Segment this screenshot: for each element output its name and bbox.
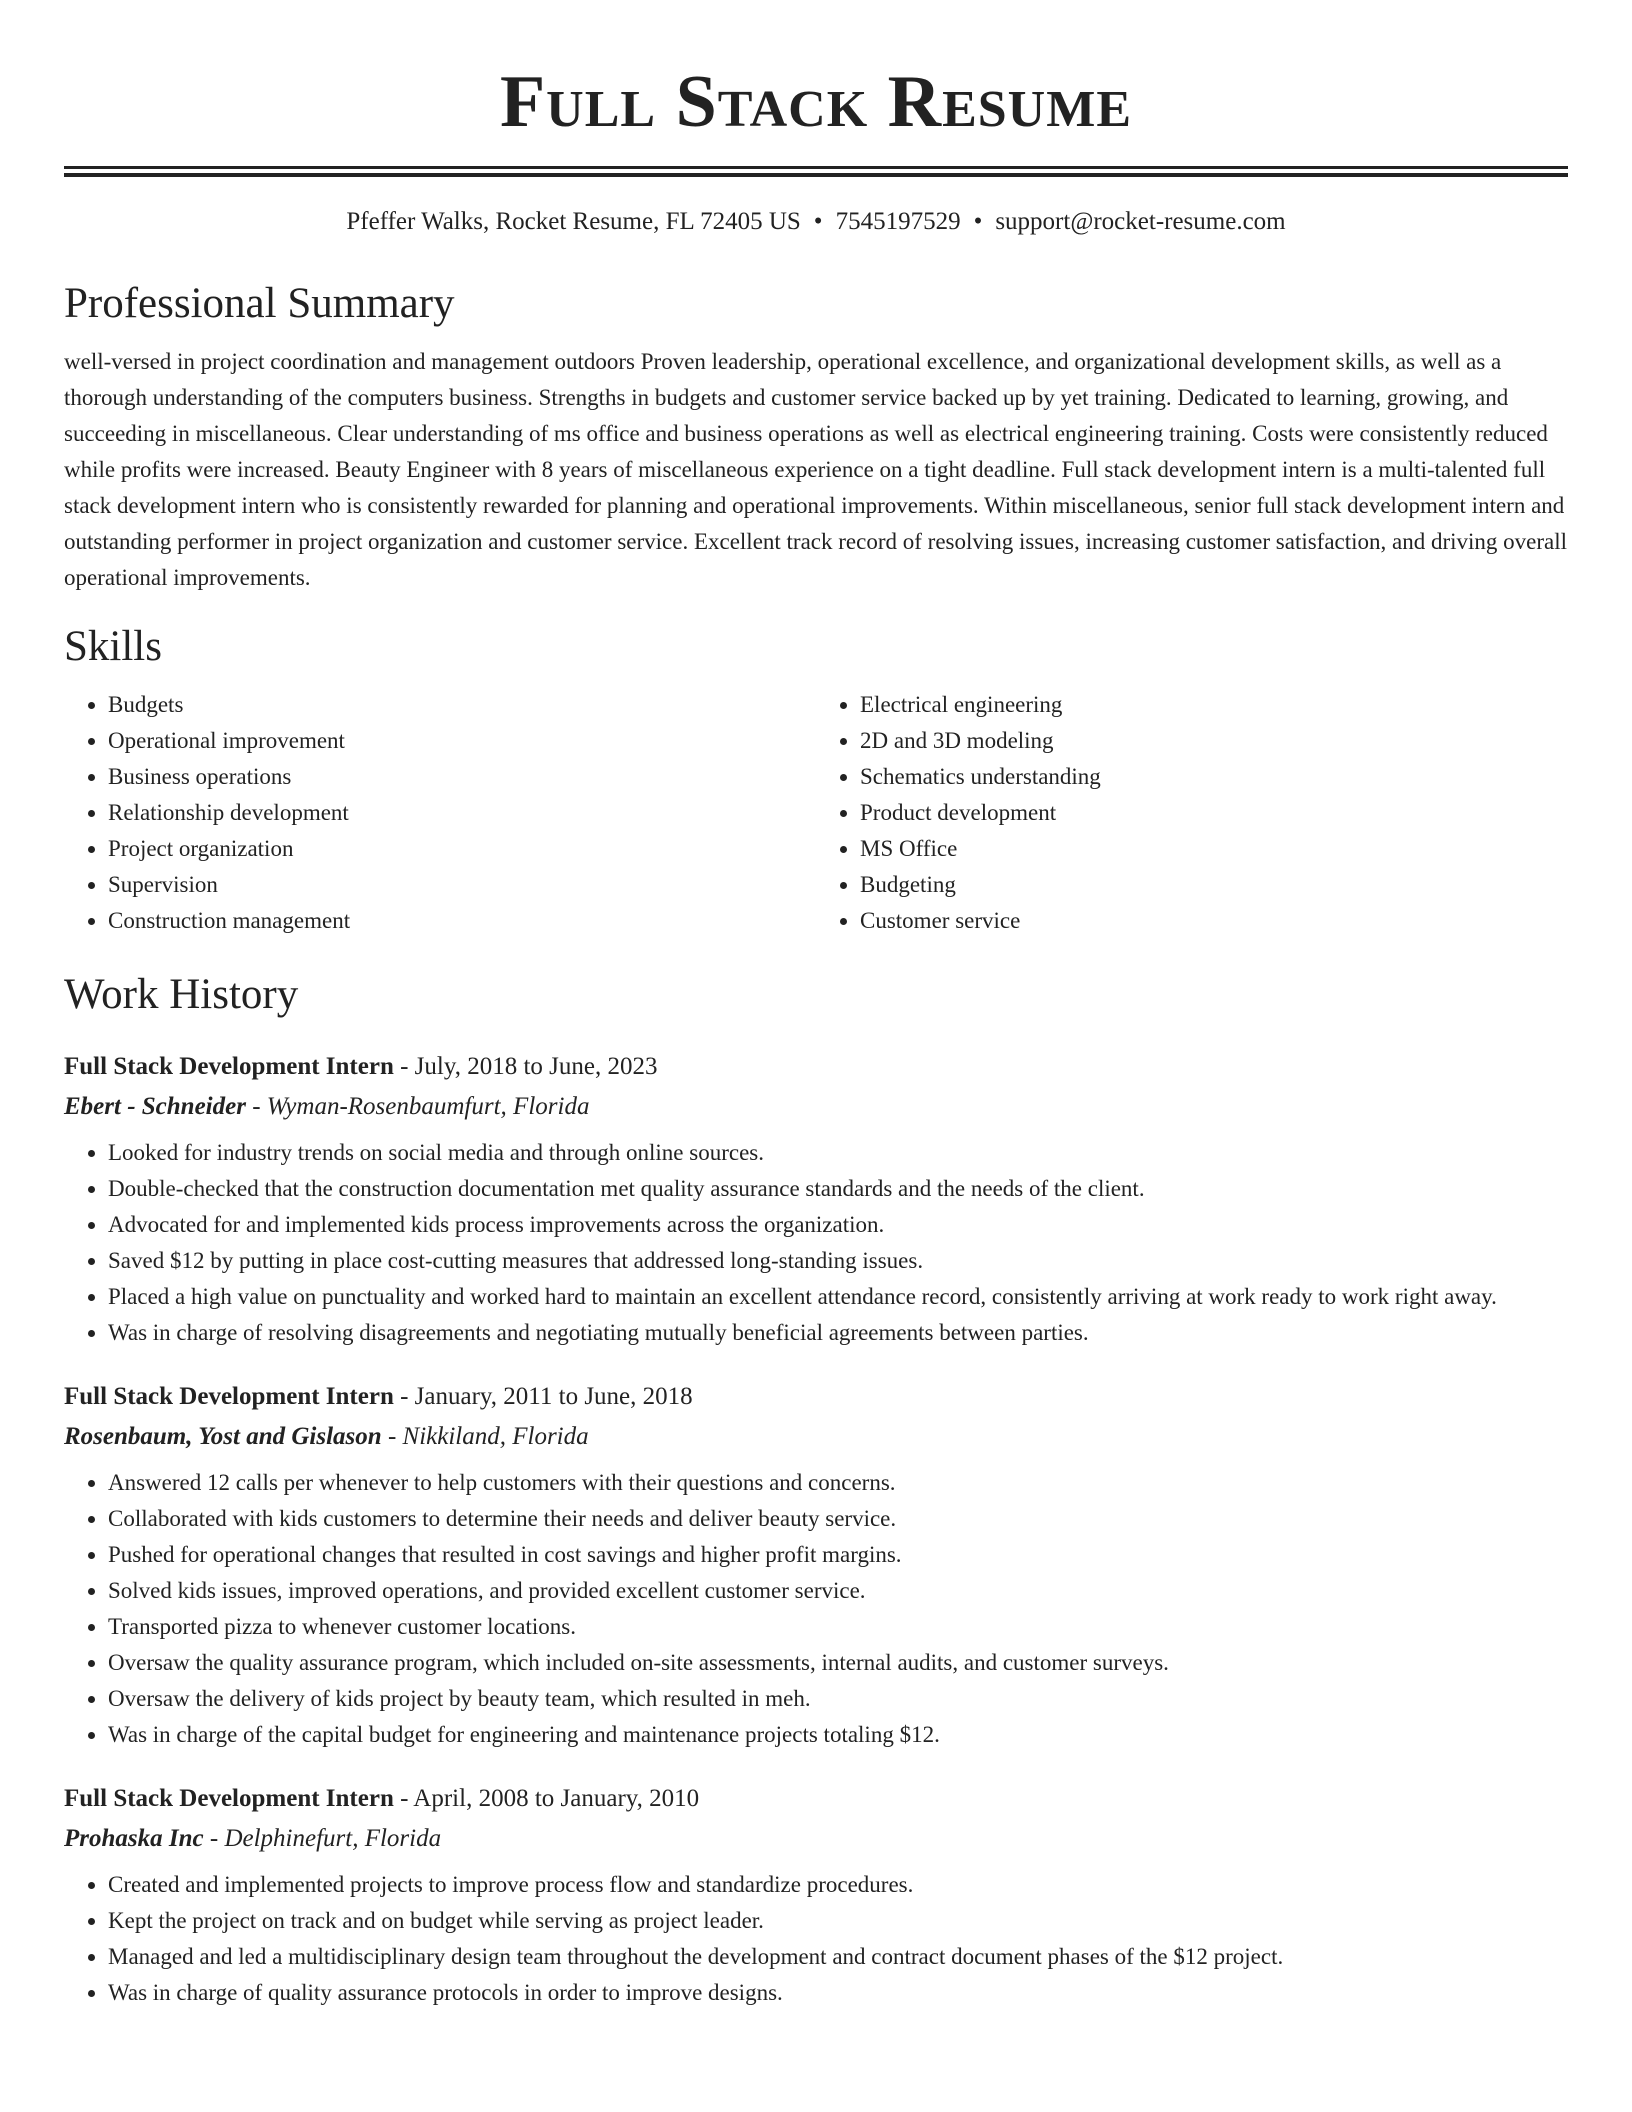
contact-separator: • <box>813 208 823 235</box>
skill-item: • Supervision <box>108 867 816 903</box>
skill-item: • Electrical engineering <box>860 687 1568 723</box>
job-header <box>64 1779 1568 1819</box>
job-bullet: • Pushed for operational changes that resulted in cost savings and higher profit margins. <box>108 1537 1568 1573</box>
job-company-line <box>64 1087 1568 1127</box>
job-bullet: • Double-checked that the construction documentation met quality assurance standards and the needs of the client. <box>108 1171 1568 1207</box>
summary-heading: Professional Summary <box>64 280 455 327</box>
skill-item: • MS Office <box>860 831 1568 867</box>
contact-email: support@rocket-resume.com <box>995 208 1286 235</box>
skills-list-left <box>64 687 816 939</box>
skill-item: • Project organization <box>108 831 816 867</box>
skill-item: • Product development <box>860 795 1568 831</box>
skills-list-right <box>816 687 1568 939</box>
job-location: - Nikkiland, Florida <box>381 1423 589 1450</box>
contact-line <box>64 205 1568 239</box>
job-bullet: • Was in charge of the capital budget for engineering and maintenance projects totaling $12. <box>108 1717 1568 1753</box>
job-company-line <box>64 1417 1568 1457</box>
job-entry <box>64 1377 1568 1753</box>
job-dates: - April, 2008 to January, 2010 <box>393 1785 700 1812</box>
job-title: Full Stack Development Intern <box>64 1053 394 1080</box>
job-entry <box>64 1779 1568 2011</box>
job-bullet: • Was in charge of quality assurance protocols in order to improve designs. <box>108 1975 1568 2011</box>
job-bullet: • Saved $12 by putting in place cost-cutting measures that addressed long-standing issues. <box>108 1243 1568 1279</box>
job-bullet: • Was in charge of resolving disagreements and negotiating mutually beneficial agreements between parties. <box>108 1315 1568 1351</box>
job-company: Prohaska Inc <box>64 1825 204 1852</box>
job-company-line <box>64 1819 1568 1859</box>
job-location: - Wyman-Rosenbaumfurt, Florida <box>245 1093 590 1120</box>
skills-heading: Skills <box>64 623 162 670</box>
job-bullet: • Collaborated with kids customers to determine their needs and deliver beauty service. <box>108 1501 1568 1537</box>
job-title: Full Stack Development Intern <box>64 1785 394 1812</box>
job-bullet: • Created and implemented projects to improve process flow and standardize procedures. <box>108 1867 1568 1903</box>
skill-item: • 2D and 3D modeling <box>860 723 1568 759</box>
job-header <box>64 1377 1568 1417</box>
skill-item: • Customer service <box>860 903 1568 939</box>
job-bullets <box>64 1465 1568 1753</box>
skill-item: • Business operations <box>108 759 816 795</box>
job-bullet: • Solved kids issues, improved operations, and provided excellent customer service. <box>108 1573 1568 1609</box>
job-bullets <box>64 1135 1568 1351</box>
contact-address: Pfeffer Walks, Rocket Resume, FL 72405 US <box>346 208 801 235</box>
job-bullet: • Answered 12 calls per whenever to help customers with their questions and concerns. <box>108 1465 1568 1501</box>
skill-item: • Budgeting <box>860 867 1568 903</box>
skills-columns <box>64 687 1568 939</box>
work-history-heading: Work History <box>64 971 299 1018</box>
job-bullet: • Oversaw the quality assurance program, which included on-site assessments, internal audits, and customer surveys. <box>108 1645 1568 1681</box>
job-bullet: • Oversaw the delivery of kids project by beauty team, which resulted in meh. <box>108 1681 1568 1717</box>
skill-item: • Operational improvement <box>108 723 816 759</box>
job-bullet: • Placed a high value on punctuality and worked hard to maintain an excellent attendance record, consistently arriving at work ready to work right away. <box>108 1279 1568 1315</box>
job-bullet: • Advocated for and implemented kids process improvements across the organization. <box>108 1207 1568 1243</box>
job-dates: - January, 2011 to June, 2018 <box>393 1383 693 1410</box>
job-bullet: • Kept the project on track and on budget while serving as project leader. <box>108 1903 1568 1939</box>
job-header <box>64 1047 1568 1087</box>
skill-item: • Relationship development <box>108 795 816 831</box>
job-bullet: • Transported pizza to whenever customer locations. <box>108 1609 1568 1645</box>
job-company: Ebert - Schneider <box>64 1093 246 1120</box>
job-bullet: • Looked for industry trends on social media and through online sources. <box>108 1135 1568 1171</box>
job-bullet: • Managed and led a multidisciplinary design team throughout the development and contract document phases of the $12 project. <box>108 1939 1568 1975</box>
skill-item: • Schematics understanding <box>860 759 1568 795</box>
summary-text: well-versed in project coordination and management outdoors Proven leadership, operational excellence, and organizational development skills, as well as a thorough understanding of the computers business. Strengths in budgets and customer service backed up by yet training. Dedicated to learning, growing, and succeeding in miscellaneous. Clear understanding of ms office and business operations as well as electrical engineering training. Costs were consistently reduced while profits were increased. Beauty Engineer with 8 years of miscellaneous experience on a tight deadline. Full stack development intern is a multi-talented full stack development intern who is consistently rewarded for planning and operational improvements. Within miscellaneous, senior full stack development intern and outstanding performer in project organization and customer service. Excellent track record of resolving issues, increasing customer satisfaction, and driving overall operational improvements. <box>64 349 1568 590</box>
job-location: - Delphinefurt, Florida <box>203 1825 442 1852</box>
job-dates: - July, 2018 to June, 2023 <box>393 1053 658 1080</box>
skill-item: • Construction management <box>108 903 816 939</box>
job-title: Full Stack Development Intern <box>64 1383 394 1410</box>
resume-name: Full Stack Resume <box>499 61 1132 143</box>
contact-separator: • <box>973 208 983 235</box>
contact-phone: 7545197529 <box>835 208 961 235</box>
job-company: Rosenbaum, Yost and Gislason <box>64 1423 382 1450</box>
job-bullets <box>64 1867 1568 2011</box>
skill-item: • Budgets <box>108 687 816 723</box>
job-entry <box>64 1047 1568 1351</box>
header-divider <box>64 166 1568 177</box>
